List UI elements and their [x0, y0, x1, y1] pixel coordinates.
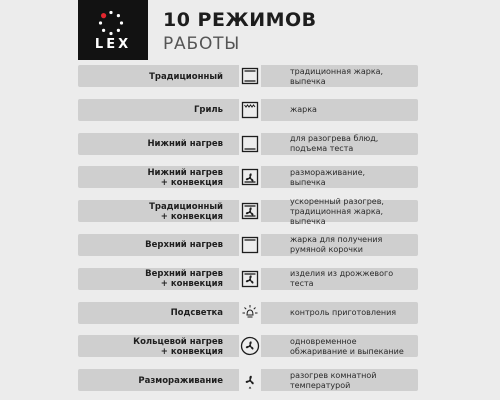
ring-heat-fan-icon-glyph — [239, 335, 261, 357]
top-bottom-heat-icon — [239, 65, 261, 87]
mode-label: Нижний нагрев + конвекция — [147, 167, 223, 188]
mode-description: размораживание, выпечка — [290, 167, 366, 187]
mode-row — [78, 366, 418, 400]
lamp-icon — [239, 302, 261, 324]
defrost-fan-icon-glyph — [239, 369, 261, 391]
bottom-heat-icon — [239, 133, 261, 155]
brand-logo — [78, 0, 148, 60]
top-heat-icon-glyph — [239, 234, 261, 256]
mode-label: Верхний нагрев — [145, 240, 223, 251]
top-bottom-heat-fan-icon — [239, 200, 261, 222]
brand-name: LEX — [94, 37, 132, 52]
mode-description: ускоренный разогрев, традиционная жарка, выпечка — [290, 196, 384, 226]
mode-description: одновременное обжаривание и выпекание — [290, 336, 404, 356]
mode-row — [78, 130, 418, 164]
mode-label: Верхний нагрев + конвекция — [145, 269, 223, 290]
mode-row — [78, 332, 418, 366]
top-heat-icon — [239, 234, 261, 256]
mode-list — [78, 62, 418, 400]
ring-heat-fan-icon — [239, 335, 261, 357]
page-title: 10 РЕЖИМОВ — [163, 9, 317, 31]
mode-label: Традиционный — [149, 71, 223, 82]
lamp-icon-glyph — [239, 302, 261, 324]
mode-description: изделия из дрожжевого теста — [290, 269, 394, 289]
top-bottom-heat-icon-glyph — [239, 65, 261, 87]
mode-description: традиционная жарка, выпечка — [290, 66, 384, 86]
grill-icon — [239, 99, 261, 121]
mode-row — [78, 197, 418, 231]
mode-label: Кольцевой нагрев + конвекция — [133, 336, 223, 357]
mode-label: Подсветка — [170, 308, 223, 319]
mode-row — [78, 299, 418, 333]
mode-row — [78, 62, 418, 96]
top-bottom-heat-fan-icon-glyph — [239, 200, 261, 222]
lex-logo-icon — [98, 10, 124, 36]
mode-description: для разогрева блюд, подъема теста — [290, 134, 379, 154]
mode-description: жарка для получения румяной корочки — [290, 235, 383, 255]
mode-description: контроль приготовления — [290, 308, 397, 318]
bottom-heat-fan-icon-glyph — [239, 166, 261, 188]
bottom-heat-fan-icon — [239, 166, 261, 188]
top-heat-fan-icon-glyph — [239, 268, 261, 290]
mode-label: Гриль — [193, 105, 223, 116]
mode-row — [78, 96, 418, 130]
mode-row — [78, 163, 418, 197]
grill-icon-glyph — [239, 99, 261, 121]
mode-description: жарка — [290, 105, 317, 115]
mode-description: разогрев комнатной температурой — [290, 370, 377, 390]
mode-label: Размораживание — [138, 375, 223, 386]
bottom-heat-icon-glyph — [239, 133, 261, 155]
top-heat-fan-icon — [239, 268, 261, 290]
mode-row — [78, 231, 418, 265]
mode-label: Традиционный + конвекция — [149, 201, 223, 222]
page-subtitle: РАБОТЫ — [163, 34, 241, 54]
defrost-fan-icon — [239, 369, 261, 391]
header — [0, 0, 500, 62]
mode-row — [78, 265, 418, 299]
mode-label: Нижний нагрев — [147, 139, 223, 150]
